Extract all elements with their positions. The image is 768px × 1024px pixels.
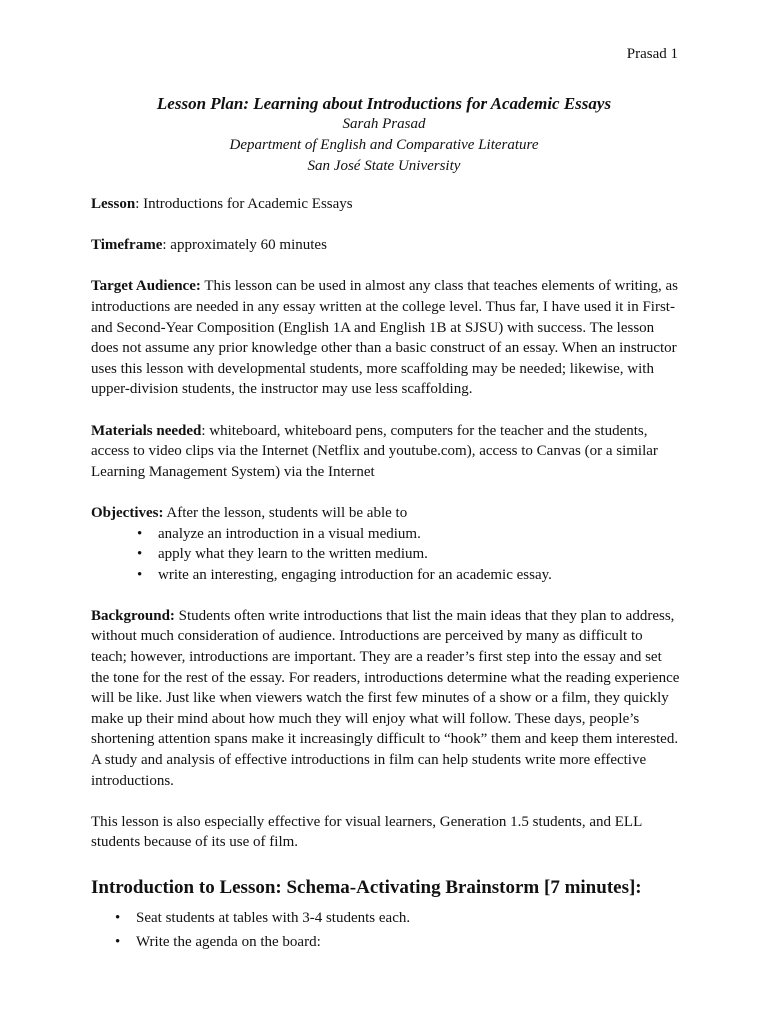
document-body bbox=[91, 194, 681, 954]
objectives-label: Objectives: bbox=[91, 504, 164, 521]
materials-paragraph bbox=[91, 421, 681, 483]
bullet-icon: • bbox=[137, 566, 143, 583]
title-block bbox=[90, 94, 678, 177]
list-item bbox=[137, 524, 681, 545]
section-item-text: Seat students at tables with 3-4 students each. bbox=[136, 909, 411, 926]
objective-text: write an interesting, engaging introduction for an academic essay. bbox=[158, 566, 552, 583]
bullet-icon: • bbox=[137, 525, 143, 542]
document-title: Lesson Plan: Learning about Introductions for Academic Essays bbox=[156, 94, 612, 113]
lesson-paragraph bbox=[91, 194, 681, 215]
section-list bbox=[91, 906, 681, 954]
list-item bbox=[137, 565, 681, 586]
background-label: Background: bbox=[91, 607, 175, 624]
objectives-list bbox=[91, 524, 681, 586]
objectives-paragraph bbox=[91, 503, 681, 524]
visual-learners-paragraph: This lesson is also especially effective for visual learners, Generation 1.5 students, and ELL students because of its use of film. bbox=[91, 813, 642, 851]
objectives-text: After the lesson, students will be able to bbox=[163, 504, 408, 521]
section-heading: Introduction to Lesson: Schema-Activating Brainstorm [7 minutes]: bbox=[91, 876, 642, 898]
department-name: Department of English and Comparative Literature bbox=[229, 137, 539, 153]
materials-text: : whiteboard, whiteboard pens, computers for the teacher and the students, access to video clips via the Internet (Netflix and youtube.com), access to Canvas (or a similar Learning Management System) via the Internet bbox=[91, 422, 658, 480]
page-header: Prasad 1 bbox=[626, 46, 678, 62]
author-name: Sarah Prasad bbox=[342, 116, 426, 132]
target-audience-label: Target Audience: bbox=[91, 278, 201, 295]
list-item bbox=[115, 906, 681, 930]
section-item-text: Write the agenda on the board: bbox=[136, 933, 321, 950]
list-item bbox=[137, 544, 681, 565]
lesson-text: : Introductions for Academic Essays bbox=[135, 196, 353, 212]
objective-text: apply what they learn to the written medium. bbox=[158, 546, 428, 563]
background-paragraph bbox=[91, 606, 681, 791]
timeframe-text: : approximately 60 minutes bbox=[162, 237, 327, 254]
materials-label: Materials needed bbox=[91, 422, 202, 439]
lesson-label: Lesson bbox=[91, 196, 136, 212]
bullet-icon: • bbox=[115, 909, 121, 926]
timeframe-label: Timeframe bbox=[91, 237, 163, 254]
bullet-icon: • bbox=[115, 933, 121, 950]
objective-text: analyze an introduction in a visual medium. bbox=[158, 525, 421, 542]
target-audience-paragraph bbox=[91, 276, 681, 400]
bullet-icon: • bbox=[137, 546, 143, 563]
list-item bbox=[115, 930, 681, 954]
target-audience-text: This lesson can be used in almost any class that teaches elements of writing, as introductions are needed in any essay written at the college level. Thus far, I have used it in First- and Second-Year Composition (English 1A and English 1B at SJSU) with success. The lesson does not assume any prior knowledge other than a basic construct of an essay. When an instructor uses this lesson with developmental students, more scaffolding may be needed; likewise, with upper-division students, the instructor may use less scaffolding. bbox=[91, 278, 678, 398]
background-text: Students often write introductions that list the main ideas that they plan to address, without much consideration of audience. Introductions are perceived by many as difficult to teach; however, introductions are important. They are a reader’s first step into the essay and set the tone for the rest of the essay. For readers, introductions determine what the reading experience will be like. Just like when viewers watch the first few minutes of a show or a film, they quickly make up their mind about how much they will enjoy what will follow. These days, people’s shortening attention spans make it increasingly difficult to “hook” them and keep them interested. A study and analysis of effective introductions in film can help students write more effective introductions. bbox=[91, 607, 680, 789]
timeframe-paragraph bbox=[91, 235, 681, 256]
university-name: San José State University bbox=[307, 158, 461, 174]
